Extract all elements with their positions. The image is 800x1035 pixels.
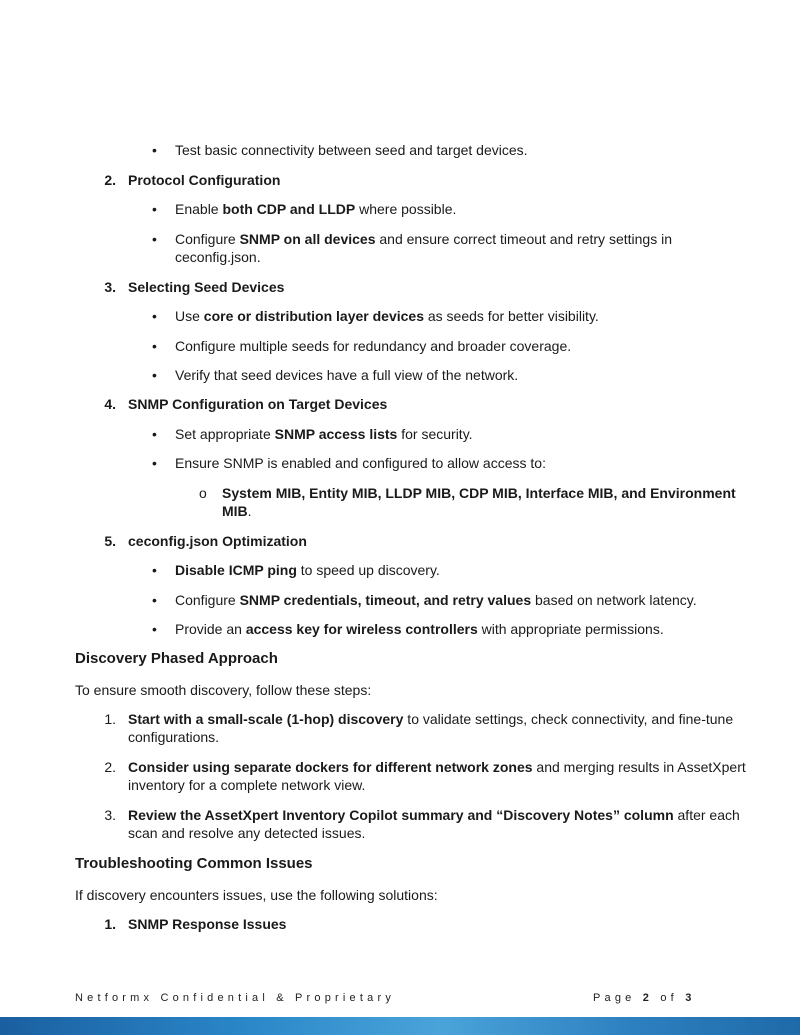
bullet-marker: • bbox=[152, 201, 157, 217]
section-heading: Discovery Phased Approach bbox=[75, 650, 278, 667]
bullet-text: Configure multiple seeds for redundancy and broader coverage. bbox=[175, 338, 572, 354]
bullet-text: Verify that seed devices have a full view of the network. bbox=[175, 367, 519, 383]
step-text: Review the AssetXpert Inventory Copilot summary and “Discovery Notes” column after each bbox=[128, 807, 740, 823]
step-text-continuation: scan and resolve any detected issues. bbox=[128, 825, 366, 841]
footer-color-bar bbox=[0, 1017, 800, 1035]
bullet-text: Set appropriate SNMP access lists for security. bbox=[175, 426, 473, 442]
section-number: 1. bbox=[104, 916, 116, 932]
bullet-marker: • bbox=[152, 308, 157, 324]
bullet-text: Disable ICMP ping to speed up discovery. bbox=[175, 562, 440, 578]
bullet-text: Use core or distribution layer devices as seeds for better visibility. bbox=[175, 308, 599, 324]
section-heading: Troubleshooting Common Issues bbox=[75, 855, 313, 872]
bullet-text: Test basic connectivity between seed and target devices. bbox=[175, 142, 528, 158]
step-text: Consider using separate dockers for different network zones and merging results in AssetXpert bbox=[128, 759, 746, 775]
footer-page-number: Page 2 of 3 bbox=[593, 992, 696, 1004]
bullet-marker: • bbox=[152, 455, 157, 471]
section-title: ceconfig.json Optimization bbox=[128, 533, 307, 549]
paragraph: To ensure smooth discovery, follow these steps: bbox=[75, 682, 372, 698]
bullet-text: Provide an access key for wireless controllers with appropriate permissions. bbox=[175, 621, 664, 637]
bullet-text: Enable both CDP and LLDP where possible. bbox=[175, 201, 457, 217]
sub-bullet-text: System MIB, Entity MIB, LLDP MIB, CDP MIB, Interface MIB, and Environment bbox=[222, 485, 736, 501]
section-title: Protocol Configuration bbox=[128, 172, 281, 188]
bullet-text-continuation: ceconfig.json. bbox=[175, 249, 261, 265]
step-number: 1. bbox=[104, 711, 116, 727]
section-number: 4. bbox=[104, 396, 116, 412]
section-title: SNMP Response Issues bbox=[128, 916, 287, 932]
section-title: Selecting Seed Devices bbox=[128, 279, 285, 295]
bullet-marker: • bbox=[152, 562, 157, 578]
bullet-marker: • bbox=[152, 426, 157, 442]
bullet-marker: • bbox=[152, 367, 157, 383]
step-text-continuation: configurations. bbox=[128, 729, 220, 745]
step-number: 2. bbox=[104, 759, 116, 775]
bullet-marker: • bbox=[152, 338, 157, 354]
section-number: 2. bbox=[104, 172, 116, 188]
bullet-text: Configure SNMP credentials, timeout, and retry values based on network latency. bbox=[175, 592, 697, 608]
footer-confidential: Netformx Confidential & Proprietary bbox=[75, 992, 396, 1004]
step-number: 3. bbox=[104, 807, 116, 823]
sub-bullet-marker: o bbox=[199, 485, 207, 501]
bullet-text: Ensure SNMP is enabled and configured to allow access to: bbox=[175, 455, 546, 471]
section-title: SNMP Configuration on Target Devices bbox=[128, 396, 388, 412]
bullet-marker: • bbox=[152, 231, 157, 247]
section-number: 3. bbox=[104, 279, 116, 295]
bullet-marker: • bbox=[152, 142, 157, 158]
bullet-text: Configure SNMP on all devices and ensure correct timeout and retry settings in bbox=[175, 231, 672, 247]
bullet-marker: • bbox=[152, 621, 157, 637]
step-text-continuation: inventory for a complete network view. bbox=[128, 777, 366, 793]
paragraph: If discovery encounters issues, use the following solutions: bbox=[75, 887, 438, 903]
section-number: 5. bbox=[104, 533, 116, 549]
bullet-marker: • bbox=[152, 592, 157, 608]
sub-bullet-text-continuation: MIB. bbox=[222, 503, 252, 519]
step-text: Start with a small-scale (1-hop) discovery to validate settings, check connectivity, and fine-tune bbox=[128, 711, 734, 727]
